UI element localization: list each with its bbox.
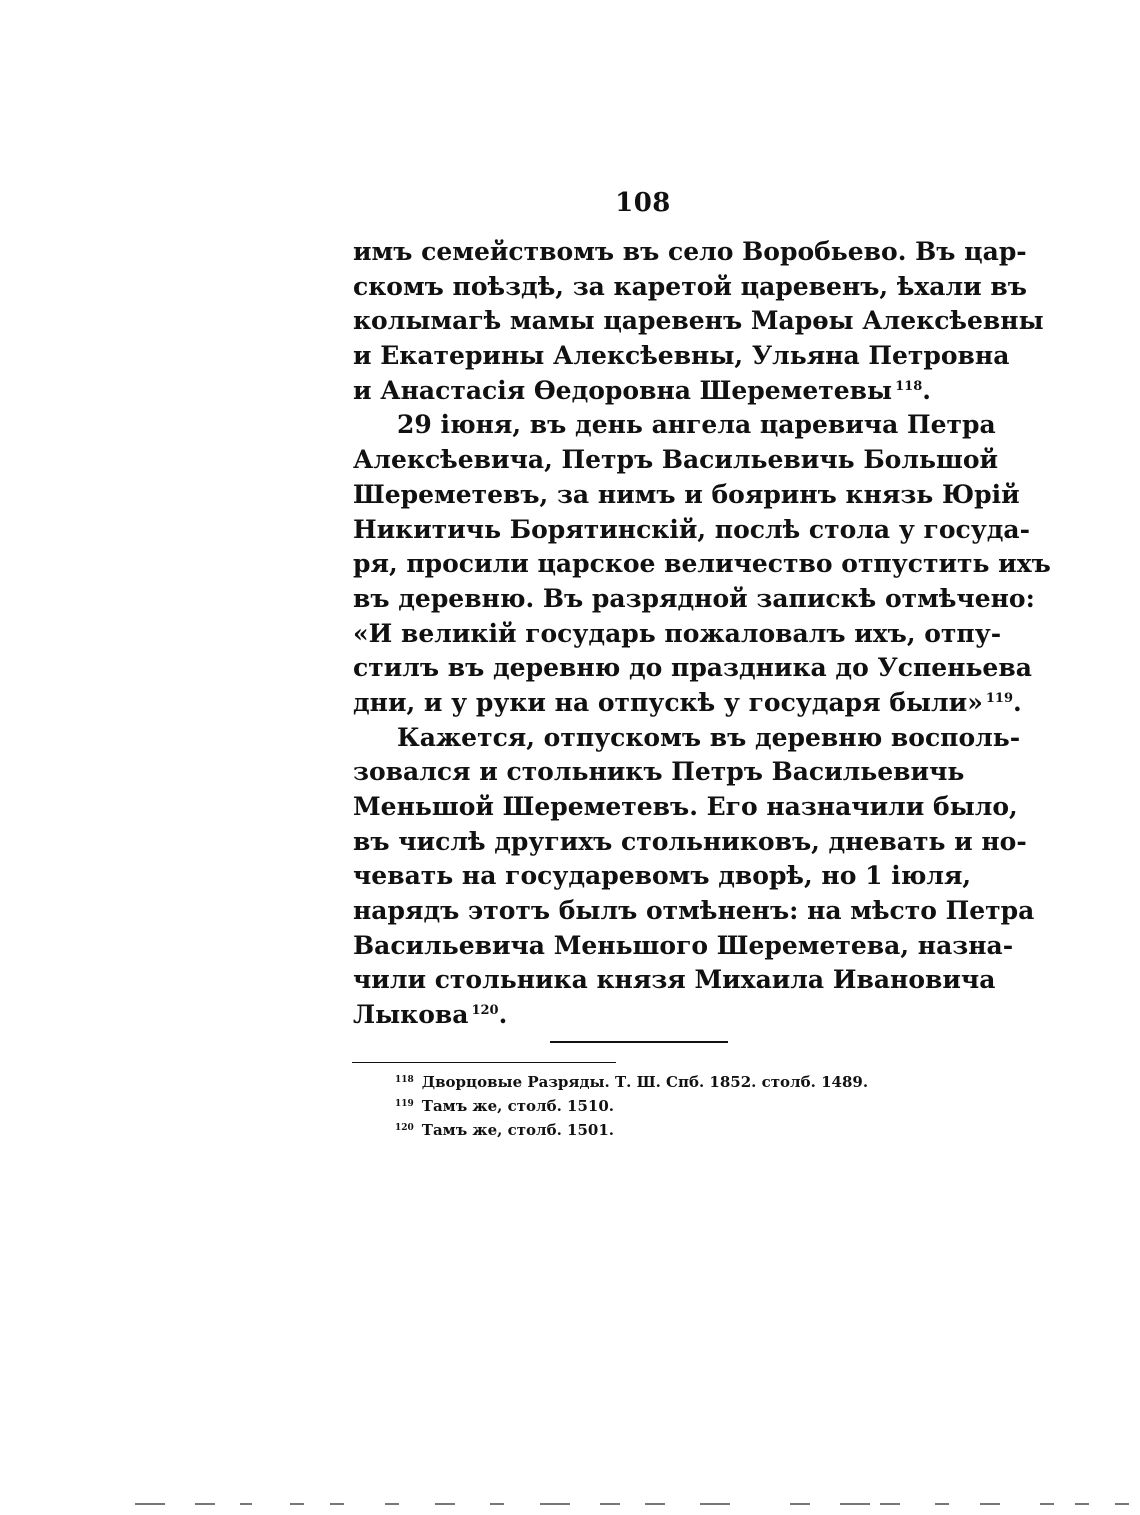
line-text: Меньшой Шереметевъ. Его назначили было, [353, 792, 1018, 821]
footnote-reference: 119 [985, 690, 1013, 706]
text-line [353, 374, 931, 409]
body-text [353, 235, 1051, 1033]
scan-mark [330, 1503, 344, 1505]
text-line [353, 894, 1035, 929]
line-text: дни, и у руки на отпускѣ у государя были» [353, 687, 983, 717]
line-text: въ деревню. Въ разрядной запискѣ отмѣчено: [353, 583, 1035, 613]
scan-mark [435, 1503, 455, 1505]
line-text: Шереметевъ, за нимъ и бояринъ князь Юрій [353, 479, 1020, 509]
line-text: зовался и стольникъ Петръ Васильевичь [353, 757, 965, 787]
line-text: имъ семействомъ въ село Воробьево. Въ цар- [353, 237, 1027, 266]
footnote-number: 118 [395, 1075, 414, 1085]
text-line [353, 478, 1020, 513]
line-text: Васильевича Меньшого Шереметева, назна- [353, 930, 1014, 960]
line-text: Алексѣевича, Петръ Васильевичь Большой [353, 445, 999, 475]
scan-mark [1115, 1503, 1129, 1505]
text-line [353, 270, 1027, 305]
footnote-text: Тамъ же, столб. 1510. [421, 1097, 614, 1115]
text-line [353, 547, 1051, 582]
scan-mark [790, 1503, 810, 1505]
line-text: нарядъ этотъ былъ отмѣненъ: на мѣсто Петра [353, 896, 1035, 926]
line-tail: . [498, 1000, 508, 1030]
scan-mark [490, 1503, 504, 1505]
scan-mark [935, 1503, 949, 1505]
text-line [353, 651, 1032, 686]
line-text: въ числѣ другихъ стольниковъ, дневать и но- [353, 826, 1027, 856]
line-text: Лыкова [353, 1000, 469, 1030]
footnotes [395, 1068, 915, 1140]
text-line [353, 443, 999, 478]
footnote-text: Тамъ же, столб. 1501. [421, 1121, 614, 1139]
text-line [353, 304, 1044, 339]
line-text: «И великій государь пожаловалъ ихъ, отпу- [353, 618, 1002, 648]
line-text: и Екатерины Алексѣевны, Ульяна Петровна [353, 341, 1010, 371]
line-text: стилъ въ деревню до праздника до Успеньева [353, 653, 1032, 683]
footnote-separator [352, 1062, 616, 1063]
footnote-number: 120 [395, 1123, 414, 1133]
line-text: ря, просили царское величество отпустить ихъ [353, 549, 1051, 579]
line-text: колымагѣ мамы царевенъ Марѳы Алексѣевны [353, 306, 1044, 336]
line-text: чевать на государевомъ дворѣ, но 1 іюля, [353, 861, 972, 891]
text-line [353, 686, 1022, 721]
line-text: Никитичь Борятинскій, послѣ стола у госуда- [353, 514, 1030, 544]
scan-mark [880, 1503, 900, 1505]
section-end-rule [550, 1041, 728, 1043]
scan-mark [700, 1503, 730, 1505]
scan-mark [1040, 1503, 1054, 1505]
text-line [353, 235, 1027, 270]
line-text: 29 іюня, въ день ангела царевича Петра [397, 410, 996, 440]
scan-edge-marks [0, 1503, 1140, 1507]
footnote [395, 1068, 915, 1092]
text-line [353, 929, 1014, 964]
scan-mark [645, 1503, 665, 1505]
text-line [353, 721, 1021, 756]
scan-mark [290, 1503, 304, 1505]
text-line [353, 513, 1030, 548]
scan-mark [135, 1503, 165, 1505]
text-line [353, 582, 1035, 617]
text-line [353, 408, 996, 443]
scan-mark [1075, 1503, 1089, 1505]
footnote-reference: 120 [471, 1003, 499, 1019]
scan-mark [240, 1503, 252, 1505]
line-tail: . [1013, 687, 1022, 717]
scan-mark [540, 1503, 570, 1505]
scan-mark [600, 1503, 620, 1505]
text-line [353, 790, 1018, 825]
footnote [395, 1092, 915, 1116]
scan-mark [980, 1503, 1000, 1505]
text-line [353, 998, 931, 1033]
line-text: и Анастасія Ѳедоровна Шереметевы [353, 375, 893, 405]
footnote [395, 1116, 915, 1140]
text-line [353, 755, 965, 790]
text-line [353, 963, 996, 998]
text-line [353, 617, 1002, 652]
scan-mark [385, 1503, 399, 1505]
line-text: чили стольника князя Михаила Ивановича [353, 965, 996, 995]
line-text: скомъ поѣздѣ, за каретой царевенъ, ѣхали въ [353, 271, 1027, 301]
footnote-text: Дворцовые Разряды. Т. Ш. Спб. 1852. столб. 1489. [421, 1073, 869, 1091]
line-tail: . [922, 375, 931, 405]
footnote-number: 119 [395, 1099, 414, 1109]
line-text: Кажется, отпускомъ въ деревню восполь- [397, 722, 1021, 752]
text-line [353, 339, 1010, 374]
text-line [353, 825, 1027, 860]
text-line [353, 859, 972, 894]
scan-mark [840, 1503, 870, 1505]
scan-mark [195, 1503, 215, 1505]
footnote-reference: 118 [895, 378, 923, 394]
page-number: 108 [615, 188, 671, 218]
